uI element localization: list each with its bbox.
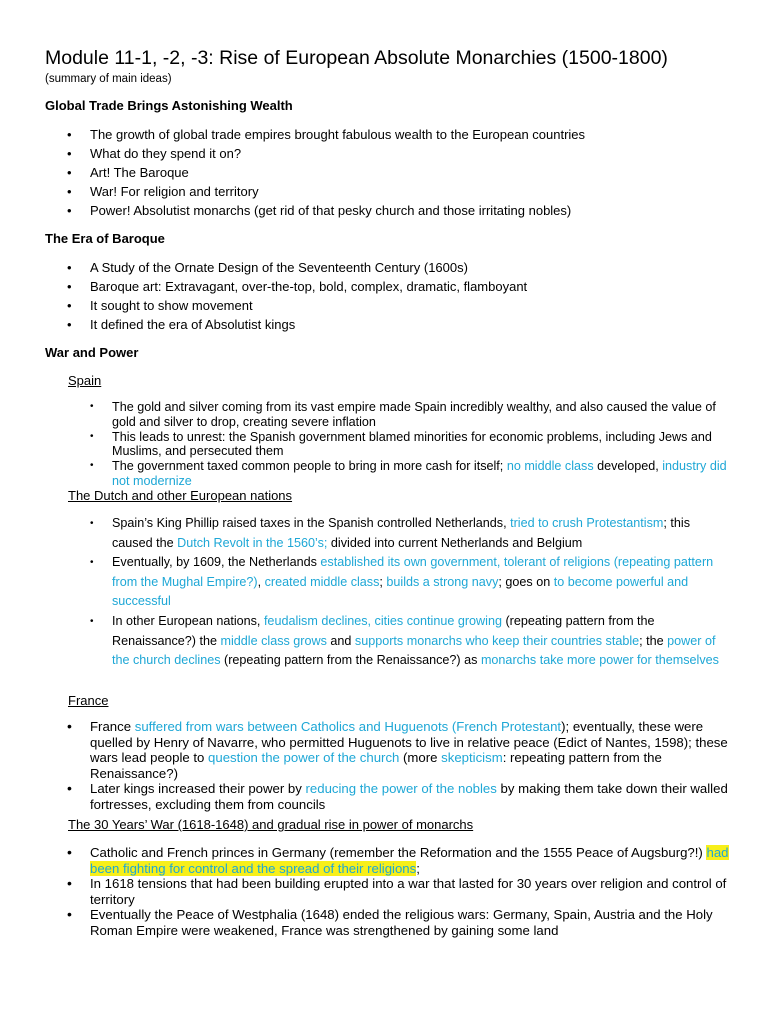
page-subtitle: (summary of main ideas) <box>45 73 172 85</box>
text-run: (repeating pattern from the Renaissance?) as <box>220 653 481 668</box>
list-item: • The growth of global trade empires brought fabulous wealth to the European countries <box>68 125 748 144</box>
list-global-trade <box>68 125 748 220</box>
text-run: In other European nations, <box>112 613 264 628</box>
emphasis-text: monarchs take more power for themselves <box>480 653 719 668</box>
list-item <box>90 612 730 671</box>
list-spain <box>90 400 730 489</box>
list-item <box>90 459 730 489</box>
subheading-spain: Spain <box>68 373 102 388</box>
highlighted-text: had been fighting for control and the spread of their religions <box>90 845 729 876</box>
emphasis-text: industry did not modernize <box>112 459 727 488</box>
text-run: ); eventually, these were quelled by Henry of Navarre, who permitted Huguenots to live in relative peace (Edict of Nantes, 1598); these wars lead people to <box>90 719 728 765</box>
emphasis-text: supports monarchs who keep their countries stable <box>354 633 640 648</box>
list-item: • This leads to unrest: the Spanish government blamed minorities for economic problems, including Jews and Muslims, and persecuted them <box>90 430 730 460</box>
emphasis-text: Dutch Revolt in the 1560’s; <box>177 535 328 550</box>
text-run: ; <box>416 860 420 876</box>
list-item: • Baroque art: Extravagant, over-the-top, bold, complex, dramatic, flamboyant <box>68 277 748 296</box>
text-run: developed, <box>593 459 663 474</box>
heading-era-of-baroque: The Era of Baroque <box>45 231 165 246</box>
text-run: by making them take down their walled fortresses, excluding them from councils <box>90 781 728 812</box>
list-item: • Power! Absolutist monarchs (get rid of that pesky church and those irritating nobles) <box>68 201 748 220</box>
text-run: France <box>90 719 135 734</box>
emphasis-text: builds a strong navy <box>386 574 499 589</box>
text-run: and <box>326 633 355 648</box>
subheading-dutch: The Dutch and other European nations <box>68 488 293 503</box>
emphasis-text: established its own government, tolerant of religions (repeating pattern from the Mughal Empire?) <box>112 555 714 589</box>
emphasis-text: reducing the power of the nobles <box>305 781 497 796</box>
list-item <box>68 781 748 812</box>
list-item: • What do they spend it on? <box>68 144 748 163</box>
list-item: • It sought to show movement <box>68 296 748 315</box>
text-run: The government taxed common people to bring in more cash for itself; <box>112 459 507 474</box>
emphasis-text: question the power of the church <box>208 750 400 765</box>
list-item <box>68 845 748 876</box>
text-run: ; the <box>639 633 668 648</box>
text-run: Eventually, by 1609, the Netherlands <box>112 555 321 570</box>
text-run: Later kings increased their power by <box>90 781 306 796</box>
text-run: divided into current Netherlands and Belgium <box>327 535 583 550</box>
emphasis-text: created middle class <box>264 574 380 589</box>
text-run: : repeating pattern from the Renaissance?) <box>90 750 662 781</box>
text-run: ; <box>379 574 387 589</box>
list-item: • In 1618 tensions that had been building erupted into a war that lasted for 30 years over religion and control of territory <box>68 876 748 907</box>
text-run: ; this caused the <box>112 516 691 550</box>
list-dutch <box>90 514 730 671</box>
text-run: Catholic and French princes in Germany (remember the Reformation and the 1555 Peace of Augsburg?!) <box>90 845 707 860</box>
list-france <box>68 719 748 812</box>
text-run: Spain’s King Phillip raised taxes in the Spanish controlled Netherlands, <box>112 516 511 530</box>
subheading-france: France <box>68 693 109 708</box>
emphasis-text: middle class grows <box>220 633 327 648</box>
page-title: Module 11-1, -2, -3: Rise of European Absolute Monarchies (1500-1800) <box>45 47 668 69</box>
list-thirty-years-war <box>68 845 748 938</box>
list-item: • Art! The Baroque <box>68 163 748 182</box>
list-item: • Eventually the Peace of Westphalia (1648) ended the religious wars: Germany, Spain, Austria and the Holy Roman Empire were weakened, France was strengthened by gaining some land <box>68 907 748 938</box>
emphasis-text: feudalism declines, cities continue growing <box>263 613 502 628</box>
heading-war-and-power: War and Power <box>45 345 139 360</box>
list-baroque <box>68 258 748 334</box>
emphasis-text: to become powerful and successful <box>112 574 689 609</box>
subheading-thirty-years-war: The 30 Years’ War (1618-1648) and gradual rise in power of monarchs <box>68 817 474 832</box>
emphasis-text: no middle class <box>506 459 594 474</box>
list-item: • The gold and silver coming from its vast empire made Spain incredibly wealthy, and also caused the value of gold and silver to drop, creating severe inflation <box>90 400 730 430</box>
list-item <box>90 553 730 612</box>
list-item <box>68 719 748 781</box>
text-run: , <box>257 574 265 589</box>
list-item: • A Study of the Ornate Design of the Seventeenth Century (1600s) <box>68 258 748 277</box>
list-item <box>90 514 730 553</box>
emphasis-text: suffered from wars between Catholics and Huguenots (French Protestant <box>134 719 562 734</box>
heading-global-trade: Global Trade Brings Astonishing Wealth <box>45 98 293 113</box>
list-item: • War! For religion and territory <box>68 182 748 201</box>
list-item: • It defined the era of Absolutist kings <box>68 315 748 334</box>
text-run: (more <box>399 750 442 765</box>
emphasis-text: skepticism <box>441 750 503 765</box>
text-run: ; goes on <box>498 574 554 589</box>
text-run: (repeating pattern from the Renaissance?) the <box>112 613 655 648</box>
emphasis-text: tried to crush Protestantism <box>510 516 664 530</box>
emphasis-text: power of the church declines <box>112 633 716 668</box>
